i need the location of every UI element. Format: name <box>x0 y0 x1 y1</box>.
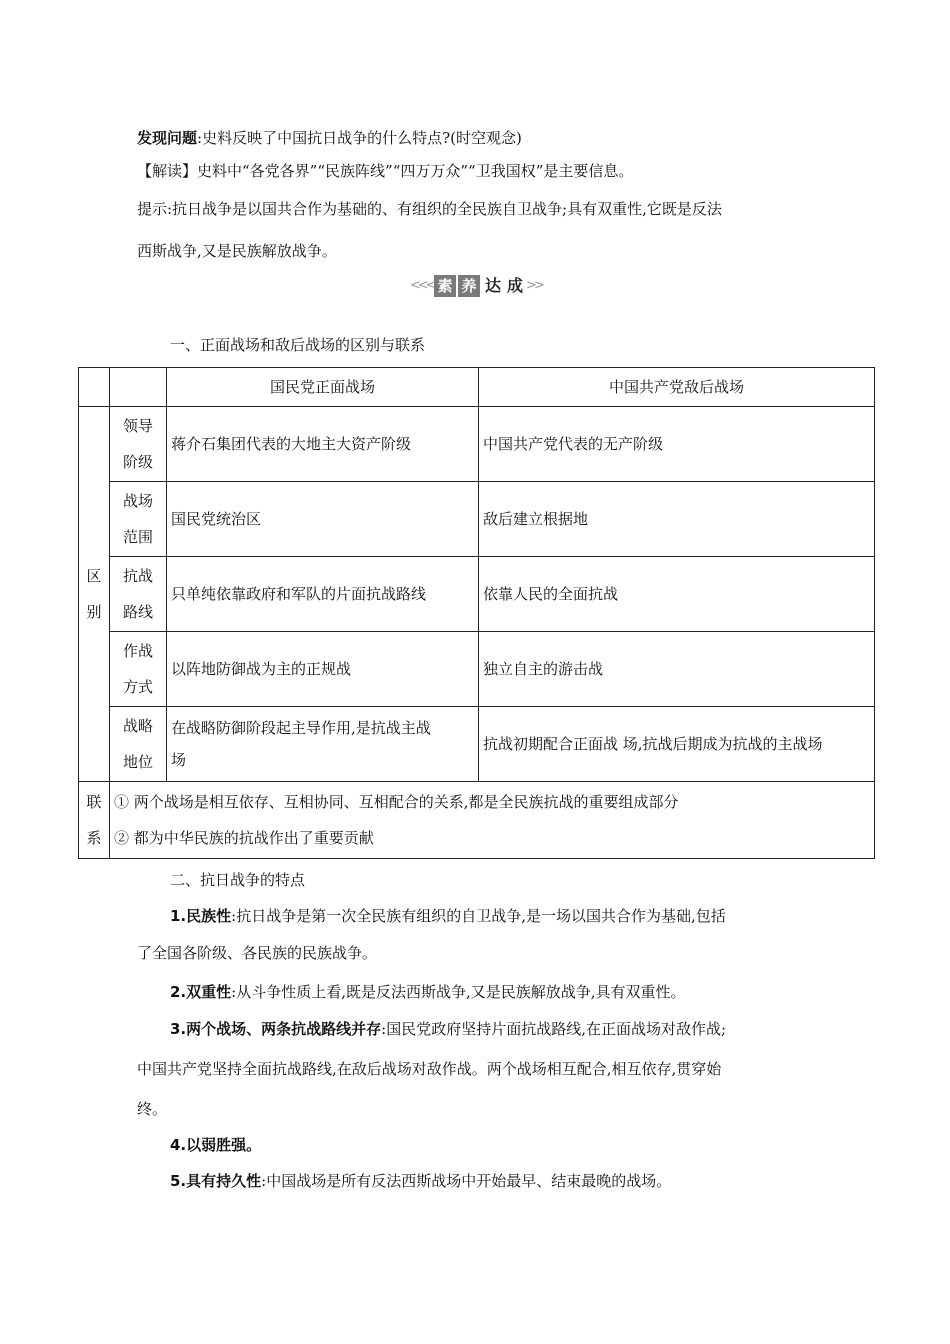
question-text: :史料反映了中国抗日战争的什么特点?(时空观念) <box>197 129 522 147</box>
kmt-cell: 蒋介石集团代表的大地主大资产阶级 <box>167 407 479 482</box>
feature-2-label: 2.双重性 <box>170 983 232 1001</box>
ccp-cell: 中国共产党代表的无产阶级 <box>479 407 875 482</box>
section1-title: 一、正面战场和敌后战场的区别与联系 <box>170 336 426 354</box>
section2-title: 二、抗日战争的特点 <box>170 871 306 889</box>
feature-1-label: 1.民族性 <box>170 907 232 925</box>
link-item: ② 都为中华民族的抗战作出了重要贡献 <box>114 829 374 847</box>
kmt-cell: 国民党统治区 <box>167 482 479 557</box>
question-label: 发现问题 <box>137 129 198 147</box>
hint-line-2: 西斯战争,又是民族解放战争。 <box>137 242 337 260</box>
header-empty-2 <box>110 368 167 407</box>
table-row <box>79 707 875 782</box>
ccp-cell: 独立自主的游击战 <box>479 632 875 707</box>
feature-1-line-1: 1.民族性:抗日战争是第一次全民族有组织的自卫战争,是一场以国共合作为基础,包括 <box>170 907 726 925</box>
row-label: 领导 阶级 <box>110 407 167 482</box>
section-banner <box>410 273 540 301</box>
feature-5: 5.具有持久性:中国战场是所有反法西斯战场中开始最早、结束最晚的战场。 <box>170 1172 672 1190</box>
ccp-cell: 抗战初期配合正面战 场,抗战后期成为抗战的主战场 <box>479 707 875 782</box>
jiedu-line <box>137 160 633 182</box>
feature-3-line-3: 终。 <box>137 1100 168 1118</box>
feature-3-line-1: 3.两个战场、两条抗战路线并存:国民党政府坚持片面抗战路线,在正面战场对敌作战; <box>170 1020 727 1038</box>
row-label: 抗战 路线 <box>110 557 167 632</box>
table-row <box>79 632 875 707</box>
row-label: 战略 地位 <box>110 707 167 782</box>
feature-3-label: 3.两个战场、两条抗战路线并存 <box>170 1020 382 1038</box>
header-ccp: 中国共产党敌后战场 <box>479 368 875 407</box>
question-line <box>137 127 522 149</box>
hint-line-1: 提示:抗日战争是以国共合作为基础的、有组织的全民族自卫战争;具有双重性,它既是反法 <box>137 200 722 218</box>
banner-right-chevron-icon: >> <box>526 278 542 293</box>
row-label: 作战 方式 <box>110 632 167 707</box>
kmt-cell: 以阵地防御战为主的正规战 <box>167 632 479 707</box>
jiedu-text: 史料中“各党各界”“民族阵线”“四万万众”“卫我国权”是主要信息。 <box>197 162 634 180</box>
jiedu-label: 【解读】 <box>137 162 198 180</box>
table-row <box>79 482 875 557</box>
banner-left-chevron-icon: <<< <box>410 278 434 293</box>
row-label: 战场 范围 <box>110 482 167 557</box>
comparison-table <box>78 367 875 859</box>
table-row <box>79 407 875 482</box>
group-label-difference: 区 别 <box>79 407 110 782</box>
feature-3-line-2: 中国共产党坚持全面抗战路线,在敌后战场对敌作战。两个战场相互配合,相互依存,贯穿始 <box>137 1060 722 1078</box>
kmt-cell: 只单纯依靠政府和军队的片面抗战路线 <box>167 557 479 632</box>
kmt-cell: 在战略防御阶段起主导作用,是抗战主战 场 <box>167 707 479 782</box>
table-link-row <box>79 782 875 859</box>
link-content <box>110 782 875 859</box>
ccp-cell: 依靠人民的全面抗战 <box>479 557 875 632</box>
table-header-row <box>79 368 875 407</box>
banner-char-2: 养 <box>458 275 480 297</box>
feature-5-label: 5.具有持久性 <box>170 1172 262 1190</box>
feature-1-line-2: 了全国各阶级、各民族的民族战争。 <box>137 944 378 962</box>
header-kmt: 国民党正面战场 <box>167 368 479 407</box>
banner-char-4: 成 <box>506 276 523 295</box>
banner-char-1: 素 <box>434 275 456 297</box>
feature-4: 4.以弱胜强。 <box>170 1136 262 1154</box>
banner-char-3: 达 <box>484 276 501 295</box>
table-row <box>79 557 875 632</box>
link-item: ① 两个战场是相互依存、互相协同、互相配合的关系,都是全民族抗战的重要组成部分 <box>114 793 679 811</box>
feature-2: 2.双重性:从斗争性质上看,既是反法西斯战争,又是民族解放战争,具有双重性。 <box>170 983 686 1001</box>
ccp-cell: 敌后建立根据地 <box>479 482 875 557</box>
group-label-link: 联 系 <box>79 782 110 859</box>
header-empty-1 <box>79 368 110 407</box>
